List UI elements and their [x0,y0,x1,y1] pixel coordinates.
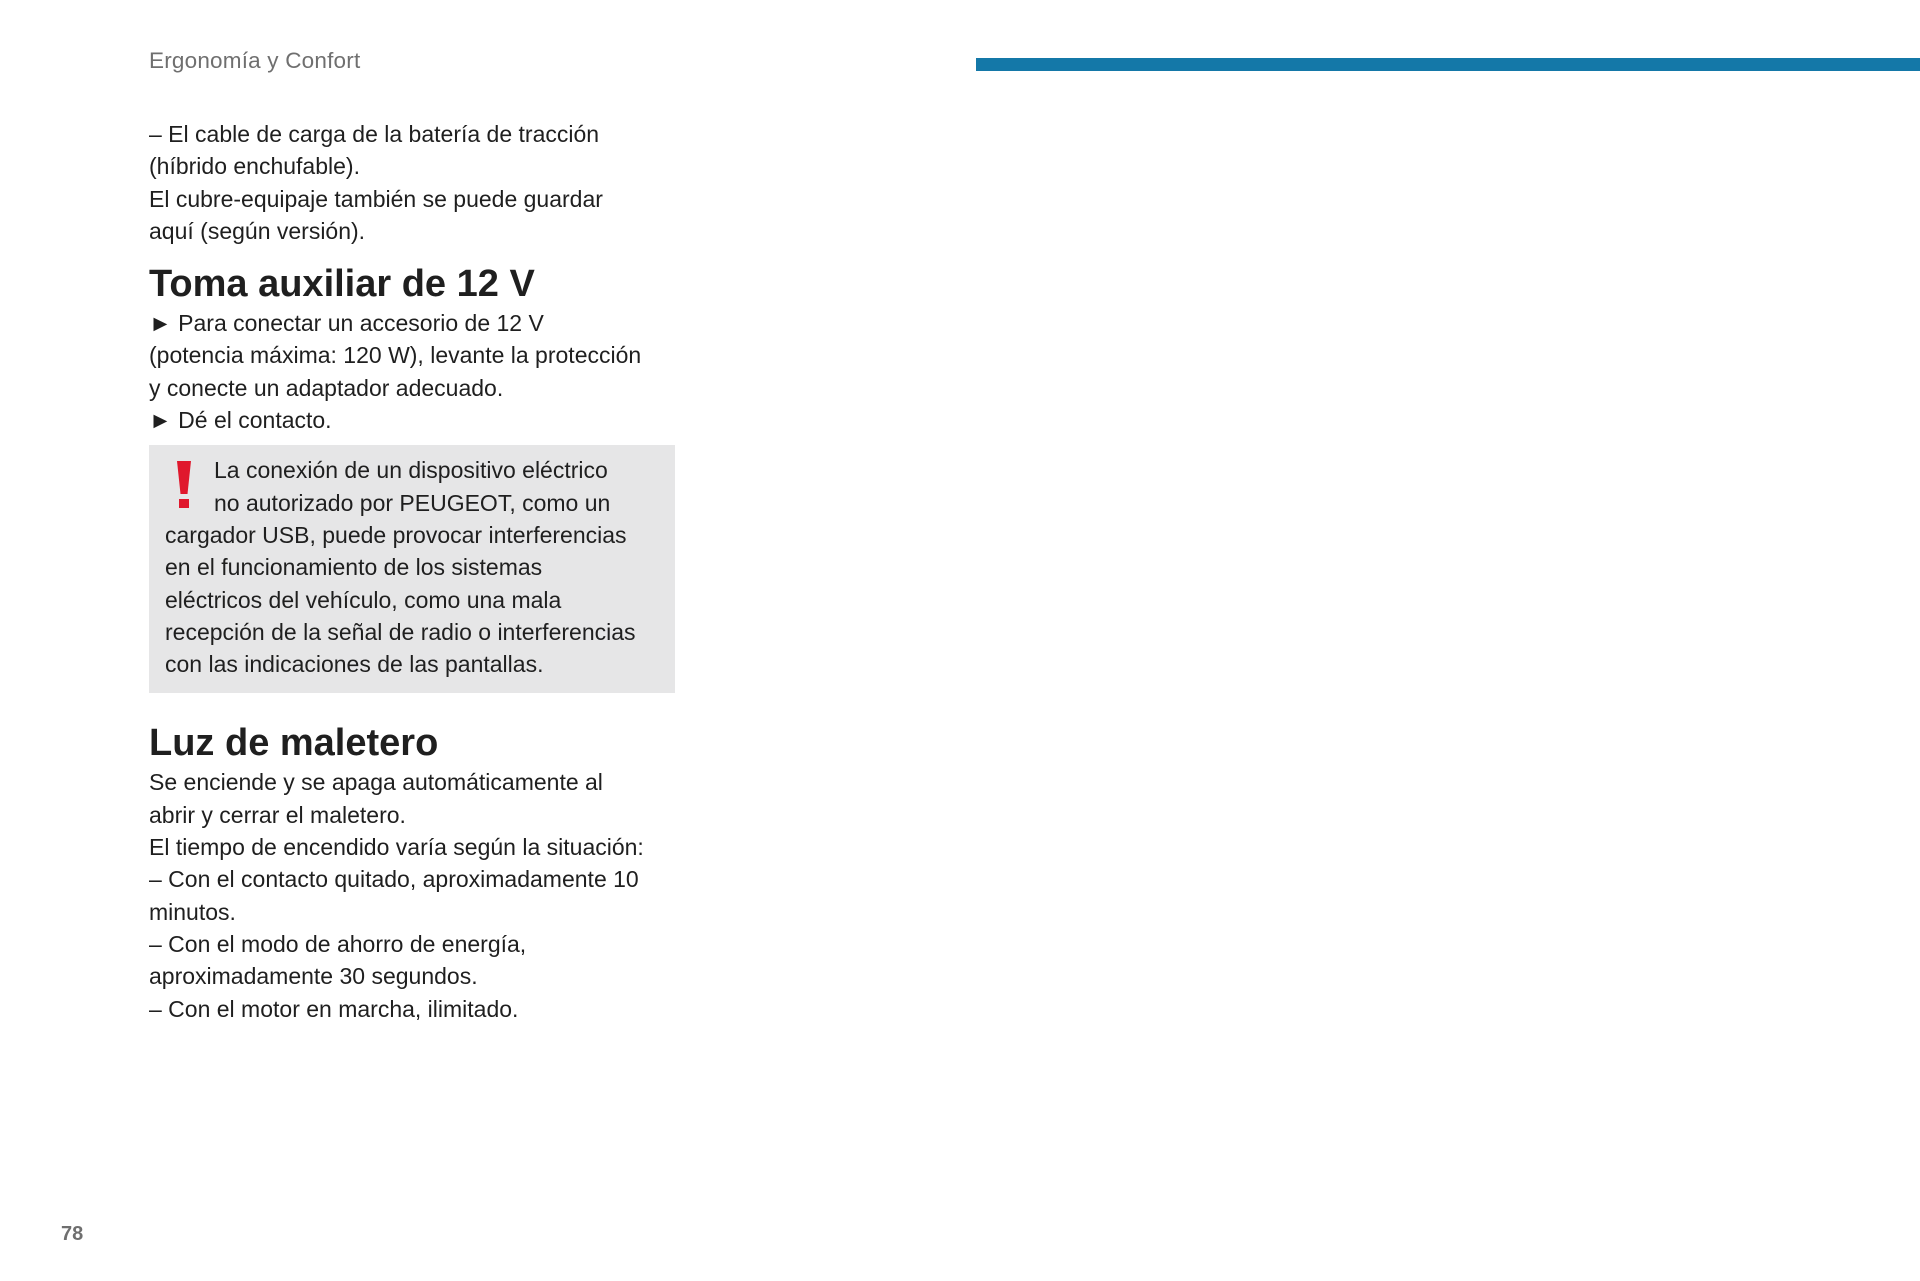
warning-line: eléctricos del vehículo, como una mala [165,586,562,613]
trunk-light-heading: Luz de maletero [149,722,439,765]
page-number: 78 [61,1223,84,1245]
section-header: Ergonomía y Confort [149,48,361,73]
trunk-light-line: – Con el contacto quitado, aproximadamente 10 [149,866,639,893]
socket-heading: Toma auxiliar de 12 V [149,263,535,306]
trunk-light-line: El tiempo de encendido varía según la situación: [149,834,644,861]
socket-line: (potencia máxima: 120 W), levante la protección [149,342,642,369]
socket-line: y conecte un adaptador adecuado. [149,374,504,401]
trunk-light-line: aproximadamente 30 segundos. [149,963,478,990]
socket-line: ► Dé el contacto. [149,407,332,434]
intro-line: – El cable de carga de la batería de tracción [149,121,600,147]
socket-line: ► Para conectar un accesorio de 12 V [149,310,544,337]
exclamation-icon [173,461,195,509]
intro-line: (híbrido enchufable). [149,153,360,180]
trunk-light-line: – Con el motor en marcha, ilimitado. [149,995,519,1022]
socket-instructions [149,307,689,436]
intro-line: aquí (según versión). [149,217,366,244]
content-column [149,118,689,1025]
warning-box [149,445,675,693]
warning-line: cargador USB, puede provocar interferencias [165,521,627,548]
trunk-light-line: abrir y cerrar el maletero. [149,801,406,828]
warning-line: en el funcionamiento de los sistemas [165,554,543,581]
trunk-light-line: Se enciende y se apaga automáticamente al [149,769,603,796]
warning-line: con las indicaciones de las pantallas. [165,651,544,678]
warning-line: La conexión de un dispositivo eléctrico [214,457,608,484]
intro-paragraph [149,118,689,247]
trunk-light-line: – Con el modo de ahorro de energía, [149,930,527,957]
intro-line: El cubre-equipaje también se puede guardar [149,185,603,212]
trunk-light-paragraph [149,766,689,1024]
warning-line: no autorizado por PEUGEOT, como un [214,489,611,516]
trunk-light-line: minutos. [149,898,236,925]
accent-bar [976,58,1920,71]
warning-line: recepción de la señal de radio o interferencias [165,618,636,645]
